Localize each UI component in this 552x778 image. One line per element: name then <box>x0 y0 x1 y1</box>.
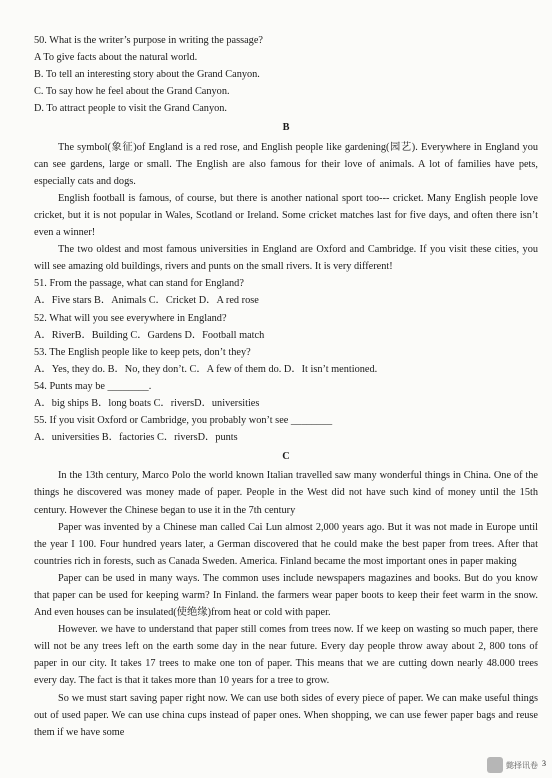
watermark <box>487 757 538 774</box>
question-text: 50. What is the writer’s purpose in writing the passage? <box>34 35 263 46</box>
watermark-text: 懿择讯卷 <box>506 760 538 770</box>
question-51: 51. From the passage, what can stand for England? <box>34 278 244 290</box>
section-c-paragraph-5: So we must start saving paper right now. We can use both sides of every piece of paper. We can make useful things out of used paper. We can use china cups instead of paper ones. When shopping, we can use fewer paper bags and reuse them if we have some <box>34 692 538 738</box>
option-a: A To give facts about the natural world. <box>34 52 198 64</box>
section-b-paragraph-3: The two oldest and most famous universities in England are Oxford and Cambridge. If you visit these cities, you will see amazing old buildings, rivers and punts on the small rivers. It is very different! <box>34 244 538 273</box>
section-b-paragraph-1: The symbol(象征)of England is a red rose, and English people like gardening(园艺). Everywhere in England you can see gardens, large or small. The English are also famous for their love of animals. A lot of families have pets, especially cats and dogs. <box>34 141 538 187</box>
question-51-options: A．Five stars B．Animals C．Cricket D．A red rose <box>34 295 259 307</box>
question-52: 52. What will you see everywhere in England? <box>34 312 227 324</box>
section-b-questions <box>34 275 538 446</box>
option-c: C. To say how he feel about the Grand Canyon. <box>34 86 230 98</box>
question-53-options: A．Yes, they do. B．No, they don’t. C．A few of them do. D．It isn’t mentioned. <box>34 363 378 375</box>
question-53: 53. The English people like to keep pets, don’t they? <box>34 346 251 358</box>
section-b-paragraph-2: English football is famous, of course, but there is another national sport too--- cricket. Many English people love cricket, but it is not popular in Wales, Scotland or Ireland. Some cricket matches last for five days, and often there isn’t even a winner! <box>34 192 538 239</box>
option-b: B. To tell an interesting story about the Grand Canyon. <box>34 69 260 81</box>
section-c-paragraph-4: However. we have to understand that paper still comes from trees now. If we keep on wasting so much paper, there will not be any trees left on the earth some day in the near future. Every day people throw away about 2, 800 tons of paper in our city. It takes 17 trees to make one ton of paper. This means that we are cutting down nearly 48.000 trees every day. The fact is that it takes more than 10 years for a tree to grow. <box>34 624 538 687</box>
section-c-paragraph-2: Paper was invented by a Chinese man called Cai Lun almost 2,000 years ago. But it was not made in Europe until the year I 100. Four hundred years later, a German discovered that he could make the best paper from trees. After that countries rich in forests, such as Canada Sweden. America. Finland became the most important ones in paper making <box>34 521 538 567</box>
section-c-heading: C <box>282 451 290 463</box>
question-54-options: A．big ships B．long boats C．riversD．universities <box>34 397 260 409</box>
watermark-logo-icon <box>487 757 503 773</box>
page-number: 3 <box>542 758 546 768</box>
question-55: 55. If you visit Oxford or Cambridge, you probably won’t see ________ <box>34 415 333 427</box>
question-55-options: A．universities B．factories C．riversD．punts <box>34 432 238 444</box>
question-50 <box>34 32 538 117</box>
section-c-paragraph-1: In the 13th century, Marco Polo the world known Italian travelled saw many wonderful things in China. One of the things he discovered was money made of paper. People in the West did not have such kind of money until the 15th century. However the Chinese began to use it in the 7th century <box>34 470 538 516</box>
option-d: D. To attract people to visit the Grand Canyon. <box>34 103 227 115</box>
question-52-options: A．RiverB．Building C．Gardens D．Football match <box>34 329 265 341</box>
section-b-heading: B <box>282 122 290 134</box>
question-54: 54. Punts may be ________. <box>34 380 152 392</box>
section-c-paragraph-3: Paper can be used in many ways. The common uses include newspapers magazines and books. But do you know that paper can be used for keeping warm? In Finland. the farmers wear paper boots to keep their feet warm in the snow. And even houses can be insulated(使绝缘)from heat or cold with paper. <box>34 572 538 619</box>
